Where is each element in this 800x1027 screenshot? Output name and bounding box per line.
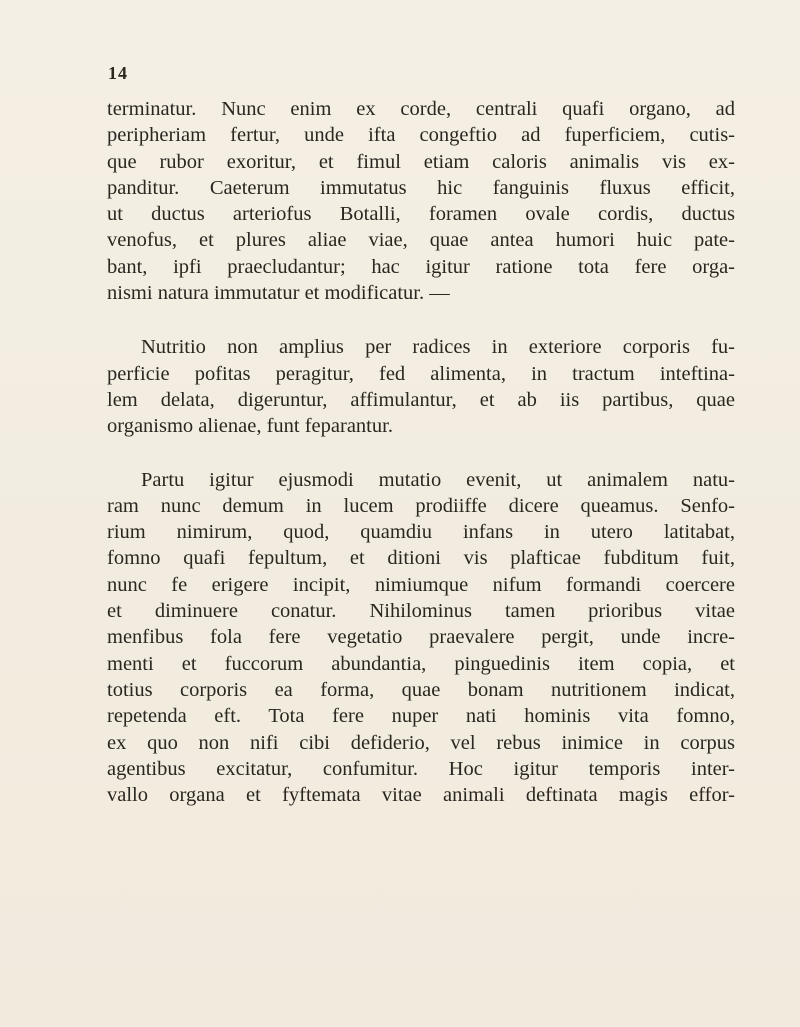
text-line: et diminuere conatur. Nihilominus tamen prioribus vitae xyxy=(107,600,735,623)
text-line: ex quo non nifi cibi defiderio, vel rebus inimice in corpus xyxy=(107,731,735,754)
text-line: Partu igitur ejusmodi mutatio evenit, ut animalem natu- xyxy=(141,468,735,491)
text-line: ut ductus arteriofus Botalli, foramen ovale cordis, ductus xyxy=(107,203,735,226)
paragraph-1 xyxy=(107,96,735,306)
text-line: fomno quafi fepultum, et ditioni vis plafticae fubditum fuit, xyxy=(107,547,735,570)
text-line: bant, ipfi praecludantur; hac igitur ratione tota fere orga- xyxy=(107,255,735,278)
text-line: vallo organa et fyftemata vitae animali deftinata magis effor- xyxy=(107,784,735,807)
text-line: nismi natura immutatur et modificatur. — xyxy=(107,282,450,305)
text-line: rium nimirum, quod, quamdiu infans in utero latitabat, xyxy=(107,521,735,544)
text-line: menfibus fola fere vegetatio praevalere pergit, unde incre- xyxy=(107,626,735,649)
text-line: Nutritio non amplius per radices in exteriore corporis fu- xyxy=(141,336,735,359)
text-line: venofus, et plures aliae viae, quae antea humori huic pate- xyxy=(107,229,735,252)
text-line: terminatur. Nunc enim ex corde, centrali quafi organo, ad xyxy=(107,98,735,120)
paragraph-3 xyxy=(107,467,735,809)
text-line: agentibus excitatur, confumitur. Hoc igitur temporis inter- xyxy=(107,757,735,780)
text-line: repetenda eft. Tota fere nuper nati hominis vita fomno, xyxy=(107,705,735,728)
text-line: ram nunc demum in lucem prodiiffe dicere queamus. Senfo- xyxy=(107,494,735,517)
page-number: 14 xyxy=(108,63,128,83)
text-line: perficie pofitas peragitur, fed alimenta, in tractum inteftina- xyxy=(107,362,735,385)
text-line: que rubor exoritur, et fimul etiam caloris animalis vis ex- xyxy=(107,150,735,173)
text-line: organismo alienae, funt feparantur. xyxy=(107,415,393,438)
paragraph-2 xyxy=(107,334,735,439)
text-line: lem delata, digeruntur, affimulantur, et ab iis partibus, quae xyxy=(107,388,735,411)
text-line: totius corporis ea forma, quae bonam nutritionem indicat, xyxy=(107,678,735,701)
text-line: peripheriam fertur, unde ifta congeftio ad fuperficiem, cutis- xyxy=(107,124,735,147)
text-line: panditur. Caeterum immutatus hic fanguinis fluxus efficit, xyxy=(107,176,735,199)
text-line: menti et fuccorum abundantia, pinguedinis item copia, et xyxy=(107,652,735,675)
body-text xyxy=(107,96,735,808)
text-line: nunc fe erigere incipit, nimiumque nifum formandi coercere xyxy=(107,573,735,596)
